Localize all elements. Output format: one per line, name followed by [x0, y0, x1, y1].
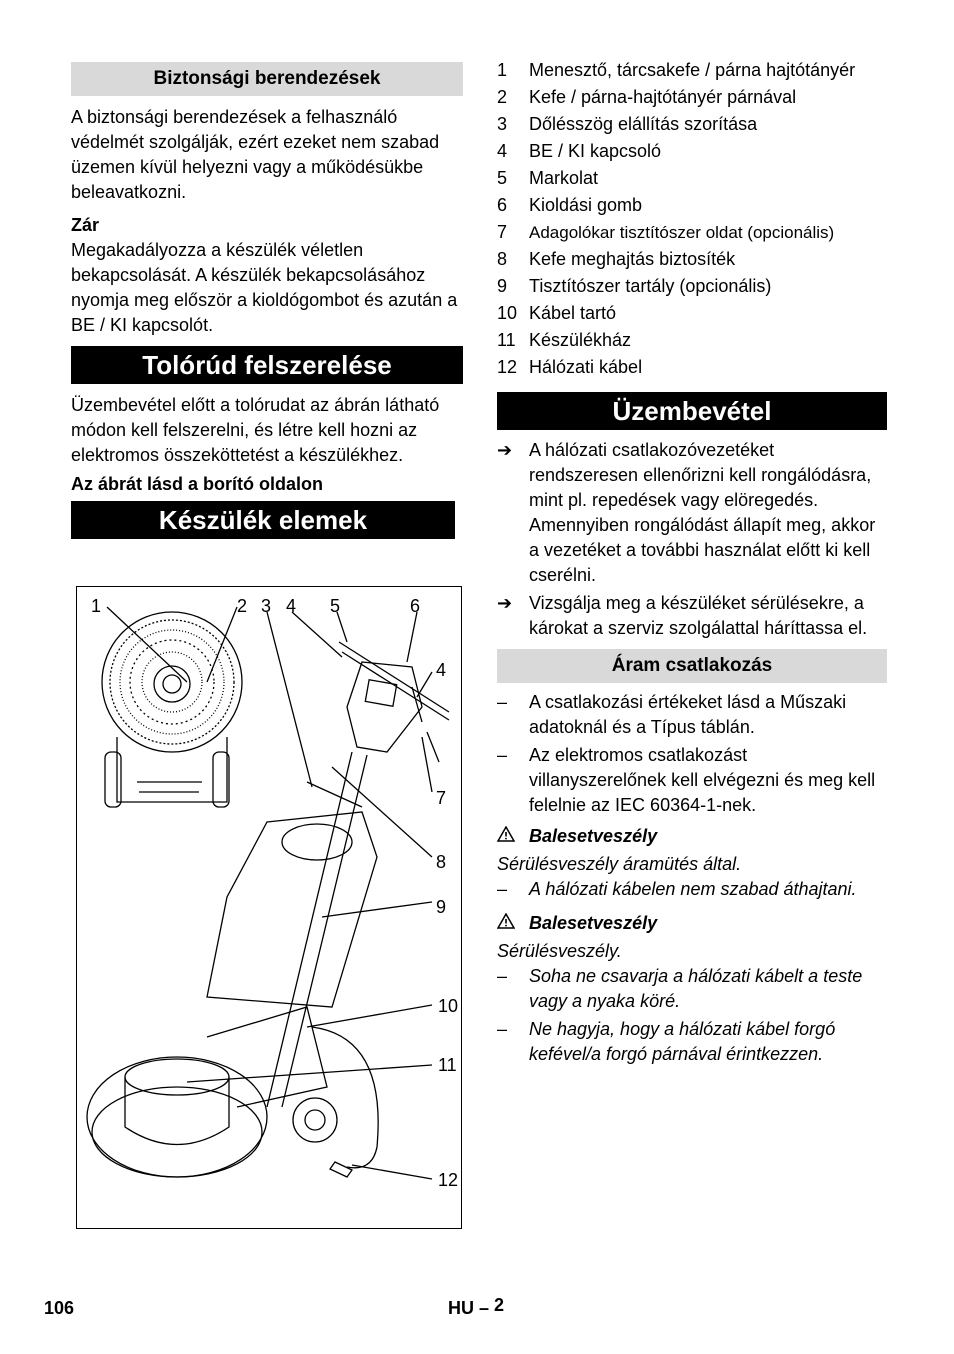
right-arrow-icon: ➔: [497, 440, 513, 460]
callout-1: 1: [91, 596, 102, 616]
lock-text: Megakadályozza a készülék véletlen bekapcsolását. A készülék bekapcsolásához nyomja meg először a kioldógombot és azután a BE / KI kapcsolót.: [71, 240, 458, 335]
part-number: 4: [497, 141, 508, 161]
callout-8: 8: [436, 852, 447, 872]
list-item: [497, 193, 887, 220]
dash-marker: –: [497, 879, 508, 899]
part-number: 8: [497, 249, 508, 269]
floor-machine-drawing: [77, 587, 463, 1230]
part-number: 7: [497, 222, 508, 242]
page-number: 106: [44, 1298, 75, 1318]
list-item: [497, 166, 887, 193]
part-label: Hálózati kábel: [529, 357, 643, 377]
list-item: – A hálózati kábelen nem szabad áthajtani.: [497, 877, 887, 902]
warning-2-text: Sérülésveszély.: [497, 941, 622, 961]
warning-2-title: Balesetveszély: [497, 911, 887, 936]
power-list: [497, 690, 887, 818]
list-item: [497, 220, 887, 247]
callout-5: 5: [330, 596, 341, 616]
startup-checks: [497, 438, 887, 641]
dash-marker: –: [497, 692, 508, 712]
warning-triangle-icon: [497, 911, 529, 936]
callout-4b: 4: [436, 660, 447, 680]
right-column: [497, 58, 887, 1067]
part-label: Dőlésszög elállítás szorítása: [529, 114, 758, 134]
part-number: 6: [497, 195, 508, 215]
safety-text: A biztonsági berendezések a felhasználó védelmét szolgálják, ezért ezeket nem szabad üzemen kívül helyezni vagy a működésükbe beleavatkozni.: [71, 107, 440, 202]
part-label: BE / KI kapcsoló: [529, 141, 662, 161]
assembly-note: Az ábrát lásd a borító oldalon: [71, 474, 324, 494]
warning-1-title: Balesetveszély: [497, 824, 887, 849]
part-label: Markolat: [529, 168, 599, 188]
safety-heading: Biztonsági berendezések: [71, 62, 463, 96]
part-number: 3: [497, 114, 508, 134]
part-label: Kefe meghajtás biztosíték: [529, 249, 736, 269]
list-item: – A csatlakozási értékeket lásd a Műszaki adatoknál és a Típus táblán.: [497, 690, 887, 740]
assembly-heading: Tolórúd felszerelése: [71, 346, 463, 384]
dash-marker: –: [497, 1019, 508, 1039]
list-item: ➔ Vizsgálja meg a készüléket sérülésekre, a károkat a szerviz szolgálattal háríttassa el.: [497, 591, 887, 641]
callout-3: 3: [261, 596, 272, 616]
elements-heading: Készülék elemek: [71, 501, 455, 539]
list-item: [497, 328, 887, 355]
part-label: Kábel tartó: [529, 303, 617, 323]
part-label: Készülékház: [529, 330, 632, 350]
warning-1-text: Sérülésveszély áramütés által.: [497, 854, 742, 874]
callout-11: 11: [438, 1055, 457, 1075]
lock-title: Zár: [71, 215, 100, 235]
callout-7: 7: [436, 788, 447, 808]
warning-triangle-icon: [497, 824, 529, 849]
list-item: [497, 247, 887, 274]
list-item: – Az elektromos csatlakozást villanyszerelőnek kell elvégezni és meg kell felelnie az IEC 60364-1-nek.: [497, 743, 887, 818]
list-item: [497, 274, 887, 301]
parts-list: [497, 58, 887, 382]
device-illustration: [76, 586, 462, 1229]
list-item: ➔ A hálózati csatlakozóvezetéket rendszeresen ellenőrizni kell rongálódásra, mint pl. repedések vagy elöregedés. Amennyiben rongálódást állapít meg, akkor a vezetéket a további használat előtt ki kell cserélni.: [497, 438, 887, 588]
part-label: Kefe / párna-hajtótányér párnával: [529, 87, 797, 107]
callout-2: 2: [237, 596, 248, 616]
list-item: [497, 301, 887, 328]
callout-6: 6: [410, 596, 421, 616]
list-item: – Soha ne csavarja a hálózati kábelt a teste vagy a nyaka köré.: [497, 964, 887, 1014]
startup-heading: Üzembevétel: [497, 392, 887, 430]
list-item: [497, 112, 887, 139]
list-item: – Ne hagyja, hogy a hálózati kábel forgó kefével/a forgó párnával érintkezzen.: [497, 1017, 887, 1067]
part-number: 9: [497, 276, 508, 296]
part-number: 1: [497, 60, 508, 80]
list-item: [497, 355, 887, 382]
part-number: 5: [497, 168, 508, 188]
part-label: Kioldási gomb: [529, 195, 643, 215]
warning-1-list: [497, 877, 887, 902]
list-item: [497, 58, 887, 85]
power-heading: Áram csatlakozás: [497, 649, 887, 683]
left-column: [71, 62, 463, 539]
assembly-text: Üzembevétel előtt a tolórudat az ábrán látható módon kell felszerelni, és létre kell hozni az elektromos összeköttetést a készülékhez.: [71, 395, 440, 465]
part-number: 10: [497, 303, 518, 323]
dash-marker: –: [497, 966, 508, 986]
callout-9: 9: [436, 897, 447, 917]
callout-4: 4: [286, 596, 297, 616]
list-item: [497, 139, 887, 166]
footer-section: HU – 2: [448, 1295, 505, 1318]
list-item: [497, 85, 887, 112]
part-label: Tisztítószer tartály (opcionális): [529, 276, 772, 296]
right-arrow-icon: ➔: [497, 593, 513, 613]
part-label: Adagolókar tisztítószer oldat (opcionális): [529, 223, 835, 242]
warning-2-list: [497, 964, 887, 1067]
part-number: 12: [497, 357, 518, 377]
callout-12: 12: [438, 1170, 459, 1190]
part-number: 11: [497, 330, 516, 350]
part-number: 2: [497, 87, 508, 107]
part-label: Menesztő, tárcsakefe / párna hajtótányér: [529, 60, 856, 80]
callout-10: 10: [438, 996, 459, 1016]
dash-marker: –: [497, 745, 508, 765]
